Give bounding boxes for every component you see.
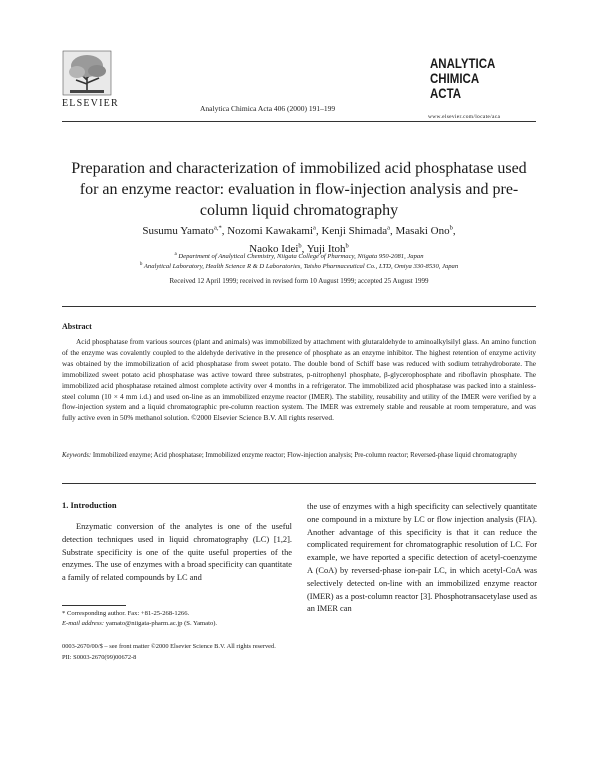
author: Masaki Ono$^b$, [395, 224, 456, 237]
journal-url[interactable]: www.elsevier.com/locate/aca [428, 114, 501, 120]
publisher-name: ELSEVIER [62, 98, 119, 109]
journal-logo-line: CHIMICA [430, 70, 480, 86]
email-note: E-mail address: yamato@niigata-pharm.ac.jp (S. Yamato). [62, 620, 218, 627]
journal-logo-line: ANALYTICA [430, 55, 496, 71]
author: Nozomi Kawakami$^a$, [227, 224, 322, 237]
journal-reference: Analytica Chimica Acta 406 (2000) 191–199 [200, 104, 336, 113]
keywords: Keywords: Immobilized enzyme; Acid phosphatase; Immobilized enzyme reactor; Flow-injection analysis; Pre-column reactor; Reversed-phase liquid chromatography [62, 452, 518, 459]
journal-logo-line: ACTA [430, 85, 462, 101]
abstract-rule [62, 483, 536, 484]
header-rule [62, 121, 536, 122]
affiliation-a: $^a$ Department of Analytical Chemistry, Niigata College of Pharmacy, Niigata 950-2081, Japan [174, 252, 424, 261]
corresponding-author-note: * Corresponding author. Fax: +81-25-268-1266. [62, 610, 190, 617]
intro-right-column: the use of enzymes with a high specificity can selectively quantitate one compound in a mixture by LC or flow injection analysis (FIA). Another advantage of this specificity is that it can reduce the complicated requirement for chromatographic resolution of LC. For example, we have reported a specific detection of acetyl-coenzyme A (CoA) by reversed-phase ion-pair LC, in which acetyl-CoA was selectively detected on-line with an immobilized enzyme reactor (IMER) as a post-column reactor [3]. Phosphotransacetylase used as an IMER can [307, 502, 537, 614]
pii-line: PII: S0003-2670(99)00672-8 [62, 653, 137, 661]
intro-left-column: Enzymatic conversion of the analytes is one of the useful detection techniques used in liquid chromatography (LC) [1,2]. Substrate specificity is one of the quite useful properties of the enzymes. The use of enzymes with a broad specificity can quantitate a family of related compounds by LC and [62, 522, 292, 583]
received-dates: Received 12 April 1999; received in revised form 10 August 1999; accepted 25 August 1999 [169, 277, 429, 285]
title-rule [62, 306, 536, 307]
email-link[interactable]: yamato@niigata-pharm.ac.jp (S. Yamato). [105, 620, 218, 627]
author: Naoko Idei$^b$, [249, 242, 307, 256]
abstract-text: Acid phosphatase from various sources (plant and animals) was immobilized by attachment with glutaraldehyde to aminoalkylsilyl glass. An amino function of the enzyme was covalently coupled to the aldehyde derivative in the presence of phosphate as an enzyme inhibitor. The highest retention of enzyme activity was obtained by the immobilization of acid phosphatase from sweet potato. The double bond of Schiff base was reduced with sodium tetrahydroborate. The immobilized sweet potato acid phosphatase was active toward three substrates, p-nitrophenyl phosphate, β-glycerophosphate and riboflavin phosphate. The immobilized acid phosphatase retained almost complete activity over 4 months in a refrigerator. The immobilized acid phosphatase was packed into a stainless-steel column (10 × 4 mm i.d.) and used on-line as an immobilized enzyme reactor (IMER). The stability, reusability and utility of the IMER were verified by a flow-injection system and a liquid chromatographic pre-column reaction system. The IMER was extremely stable and reusable at room temperature, and was fully active even in 50% methanol solution. ©2000 Elsevier Science B.V. All rights reserved. [62, 337, 536, 423]
author: Kenji Shimada$^a$, [321, 224, 396, 237]
issn-line: 0003-2670/00/$ – see front matter ©2000 Elsevier Science B.V. All rights reserved. [62, 643, 276, 650]
article-title: Preparation and characterization of immobilized acid phosphatase used for an enzyme reactor: evaluation in flow-injection analysis and pre-column liquid chromatography [71, 160, 527, 219]
author: Yuji Itoh$^b$ [306, 242, 349, 256]
journal-logo [430, 56, 495, 101]
issn-block [62, 642, 276, 663]
section-heading-introduction: 1. Introduction [62, 500, 117, 510]
affiliation-b: $^b$ Analytical Laboratory, Health Science R & D Laboratories, Taisho Pharmaceutical Co., LTD, Omiya 330-8530, Japan [139, 262, 459, 271]
author: Susumu Yamato$^{a,*}$, [142, 224, 228, 237]
abstract-heading: Abstract [62, 322, 92, 331]
footnote-rule [62, 605, 126, 606]
